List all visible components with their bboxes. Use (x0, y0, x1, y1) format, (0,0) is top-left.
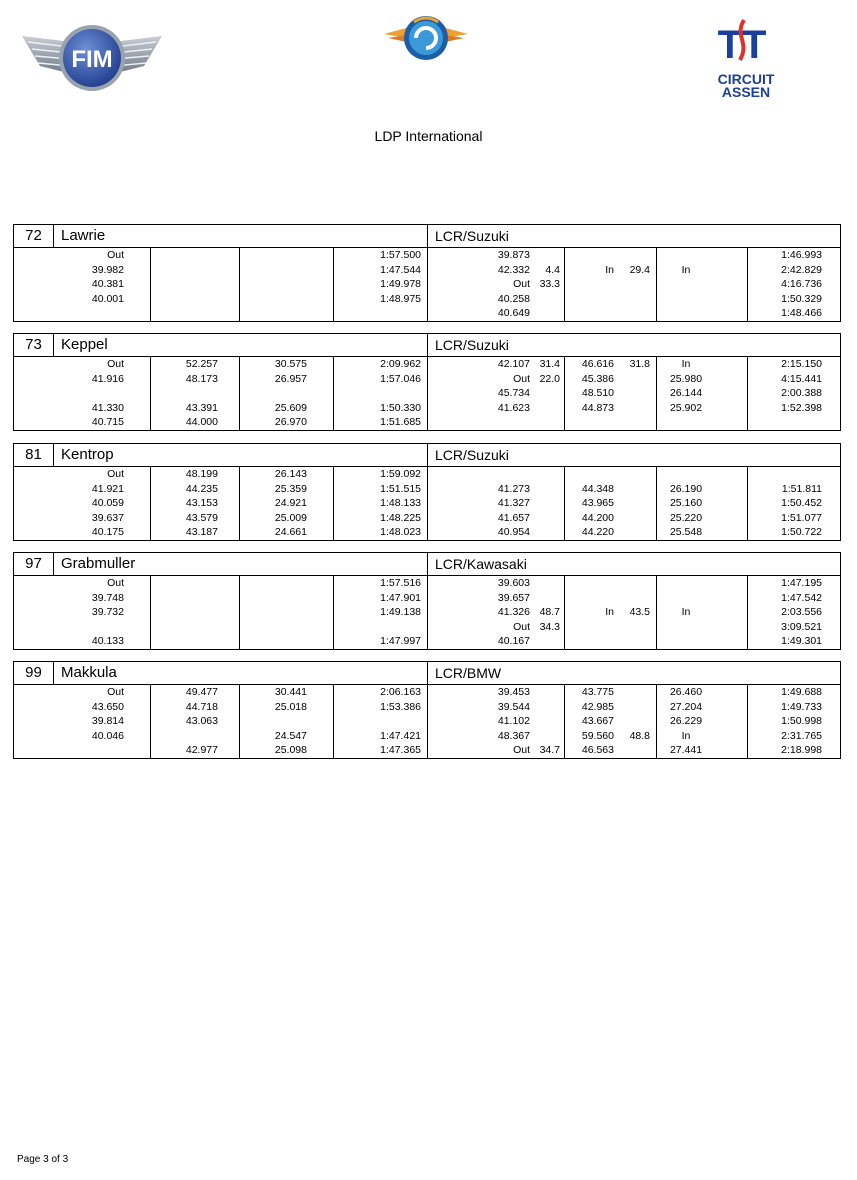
rider-block (13, 224, 841, 322)
lap-cell: 41.273 (497, 482, 530, 495)
lap-cell: 1:49.978 (380, 278, 421, 291)
lap-cell: 24.547 (274, 729, 307, 742)
lap-cell: 40.167 (497, 635, 530, 648)
rider-number: 81 (14, 444, 54, 466)
lap-cell: 33.3 (539, 278, 560, 291)
lap-cell: 48.173 (185, 372, 218, 385)
lap-times-table (14, 357, 840, 430)
lap-cell: Out (107, 468, 124, 480)
lap-cell: 1:48.023 (380, 526, 421, 539)
lap-cell: 44.718 (185, 700, 218, 713)
lap-cell: Out (107, 358, 124, 370)
lap-cell: 39.748 (91, 591, 124, 604)
lap-cell: 26.970 (274, 416, 307, 429)
lap-cell: 40.649 (497, 307, 530, 320)
lap-cell: 1:49.138 (380, 606, 421, 619)
lap-cell: 26.190 (669, 482, 703, 495)
table-row (14, 263, 840, 278)
rider-name: Makkula (61, 664, 117, 681)
table-row (14, 292, 840, 307)
table-row (14, 729, 840, 744)
rider-header (14, 662, 840, 685)
lap-cell: Out (513, 278, 530, 291)
lap-cell: 1:48.225 (380, 511, 421, 524)
lap-cell: 26.957 (274, 372, 307, 385)
table-row (14, 467, 840, 482)
lap-cell: 1:47.421 (380, 729, 421, 742)
rider-number: 73 (14, 334, 54, 356)
lap-cell: 1:57.500 (380, 249, 421, 261)
lap-cell: 2:06.163 (380, 686, 421, 698)
lap-cell: Out (513, 744, 530, 757)
lap-cell: 31.8 (629, 358, 650, 370)
lap-cell: 46.563 (581, 744, 614, 757)
lap-cell: 43.650 (91, 700, 124, 713)
table-row (14, 700, 840, 715)
table-row (14, 634, 840, 649)
lap-cell: 41.326 (497, 606, 530, 619)
lap-cell: 40.954 (497, 526, 530, 539)
lap-cell: In (681, 358, 691, 370)
lap-cell: 44.348 (581, 482, 614, 495)
table-row (14, 357, 840, 372)
lap-cell: 40.715 (91, 416, 124, 429)
rider-header (14, 334, 840, 357)
lap-cell: 48.8 (629, 729, 650, 742)
lap-cell: 34.7 (539, 744, 560, 757)
lap-cell: 42.985 (581, 700, 614, 713)
lap-cell: In (681, 729, 691, 742)
lap-cell: 1:48.133 (380, 497, 421, 510)
lap-times-table (14, 576, 840, 649)
rider-number: 72 (14, 225, 54, 247)
lap-cell: 1:47.997 (380, 635, 421, 648)
lap-cell: 1:51.077 (781, 511, 822, 524)
rider-header (14, 553, 840, 576)
lap-cell: In (605, 606, 614, 619)
table-row (14, 386, 840, 401)
lap-cell: 41.657 (497, 511, 530, 524)
lap-cell: 1:50.722 (781, 526, 822, 539)
lap-cell: 43.153 (185, 497, 218, 510)
lap-cell: 42.977 (185, 744, 218, 757)
lap-cell: 44.200 (581, 511, 614, 524)
lap-cell: 30.575 (274, 358, 307, 370)
lap-cell: 25.009 (274, 511, 307, 524)
lap-cell: 44.235 (185, 482, 218, 495)
table-row (14, 685, 840, 700)
svg-text:ASSEN: ASSEN (721, 84, 771, 100)
table-row (14, 591, 840, 606)
lap-cell: 48.367 (497, 729, 530, 742)
lap-cell: 25.220 (669, 511, 703, 524)
lap-cell: 1:47.542 (781, 591, 822, 604)
svg-text:CIRCUIT: CIRCUIT (717, 71, 775, 87)
lap-cell: 46.616 (581, 358, 614, 370)
lap-cell: 27.441 (669, 744, 703, 757)
lap-cell: 45.734 (497, 387, 530, 400)
rider-block (13, 333, 841, 431)
lap-cell: In (605, 263, 614, 276)
lap-cell: In (681, 606, 691, 619)
lap-cell: 24.661 (274, 526, 307, 539)
lap-cell: 1:47.544 (380, 263, 421, 276)
rider-name: Kentrop (61, 446, 114, 463)
lap-cell: 1:47.195 (781, 577, 822, 589)
lap-cell: 39.814 (91, 715, 124, 728)
lap-cell: 39.637 (91, 511, 124, 524)
lap-cell: 29.4 (629, 263, 650, 276)
table-row (14, 248, 840, 263)
lap-cell: 43.391 (185, 401, 218, 414)
table-row (14, 372, 840, 387)
table-row (14, 605, 840, 620)
table-row (14, 415, 840, 430)
lap-cell: 4:15.441 (781, 372, 822, 385)
table-row (14, 620, 840, 635)
lap-cell: 1:48.975 (380, 292, 421, 305)
lap-cell: Out (513, 620, 530, 633)
table-row (14, 496, 840, 511)
table-row (14, 576, 840, 591)
lap-cell: 41.102 (497, 715, 530, 728)
lap-cell: 43.667 (581, 715, 614, 728)
lap-cell: 39.873 (497, 249, 530, 261)
lap-cell: 1:59.092 (380, 468, 421, 480)
lap-cell: 1:57.046 (380, 372, 421, 385)
lap-cell: 48.510 (581, 387, 614, 400)
lap-cell: 40.059 (91, 497, 124, 510)
lap-times-table (14, 467, 840, 540)
lap-cell: 1:50.330 (380, 401, 421, 414)
lap-cell: 40.175 (91, 526, 124, 539)
lap-cell: 24.921 (274, 497, 307, 510)
lap-cell: 45.386 (581, 372, 614, 385)
rider-team: LCR/Suzuki (435, 337, 509, 353)
lap-cell: 2:15.150 (781, 358, 822, 370)
rider-name: Lawrie (61, 227, 106, 244)
lap-cell: 41.327 (497, 497, 530, 510)
lap-cell: 26.460 (669, 686, 703, 698)
lap-cell: 4.4 (545, 263, 560, 276)
lap-cell: 2:03.556 (781, 606, 822, 619)
lap-cell: 25.018 (274, 700, 307, 713)
svg-text:TT: TT (717, 23, 767, 67)
lap-cell: 22.0 (539, 372, 560, 385)
lap-cell: 48.199 (185, 468, 218, 480)
lap-cell: 39.453 (497, 686, 530, 698)
lap-cell: 4:16.736 (781, 278, 822, 291)
lap-cell: In (681, 263, 691, 276)
lap-cell: 41.921 (91, 482, 124, 495)
lap-cell: 25.902 (669, 401, 703, 414)
table-row (14, 277, 840, 292)
lap-cell: 41.916 (91, 372, 124, 385)
lap-cell: 49.477 (185, 686, 218, 698)
lap-cell: 59.560 (581, 729, 614, 742)
lap-cell: 2:09.962 (380, 358, 421, 370)
lap-cell: 25.609 (274, 401, 307, 414)
rider-team: LCR/Suzuki (435, 447, 509, 463)
lap-cell: 1:50.998 (781, 715, 822, 728)
lap-cell: Out (107, 686, 124, 698)
lap-cell: 44.220 (581, 526, 614, 539)
lap-cell: 27.204 (669, 700, 703, 713)
rider-team: LCR/Suzuki (435, 228, 509, 244)
lap-cell: 1:49.688 (781, 686, 822, 698)
lap-cell: 43.063 (185, 715, 218, 728)
lap-cell: 26.143 (274, 468, 307, 480)
table-row (14, 306, 840, 321)
page-number: Page 3 of 3 (17, 1154, 69, 1165)
lap-cell: 43.579 (185, 511, 218, 524)
lap-cell: 1:53.386 (380, 700, 421, 713)
lap-cell: 39.603 (497, 577, 530, 589)
lap-cell: 2:18.998 (781, 744, 822, 757)
lap-cell: 39.657 (497, 591, 530, 604)
lap-cell: 2:00.388 (781, 387, 822, 400)
table-row (14, 714, 840, 729)
lap-cell: 1:47.365 (380, 744, 421, 757)
lap-cell: 42.332 (497, 263, 530, 276)
rider-block (13, 661, 841, 759)
lap-cell: 39.732 (91, 606, 124, 619)
lap-cell: 2:42.829 (781, 263, 822, 276)
rider-header (14, 444, 840, 467)
lap-cell: 43.187 (185, 526, 218, 539)
lap-cell: 43.775 (581, 686, 614, 698)
lap-cell: 1:51.515 (380, 482, 421, 495)
table-row (14, 525, 840, 540)
lap-cell: 40.381 (91, 278, 124, 291)
lap-cell: 48.7 (539, 606, 560, 619)
lap-cell: 2:31.765 (781, 729, 822, 742)
lap-cell: 1:50.452 (781, 497, 822, 510)
rider-number: 97 (14, 553, 54, 575)
lap-cell: 30.441 (274, 686, 307, 698)
lap-cell: 1:48.466 (781, 307, 822, 320)
table-row (14, 511, 840, 526)
lap-cell: 1:49.301 (781, 635, 822, 648)
lap-cell: 25.359 (274, 482, 307, 495)
lap-times-table (14, 685, 840, 758)
lap-cell: 25.548 (669, 526, 703, 539)
lap-cell: 26.144 (669, 387, 703, 400)
lap-cell: 39.982 (91, 263, 124, 276)
rider-name: Keppel (61, 336, 108, 353)
rider-number: 99 (14, 662, 54, 684)
lap-cell: 1:49.733 (781, 700, 822, 713)
lap-times-table (14, 248, 840, 321)
lap-cell: 40.258 (497, 292, 530, 305)
rider-name: Grabmuller (61, 555, 136, 572)
table-row (14, 401, 840, 416)
lap-cell: 1:51.685 (380, 416, 421, 429)
lap-cell: 39.544 (497, 700, 530, 713)
lap-cell: Out (513, 372, 530, 385)
racing-club-logo (384, 12, 468, 66)
svg-text:FIM: FIM (71, 46, 113, 73)
rider-block (13, 552, 841, 650)
lap-cell: 42.107 (497, 358, 530, 370)
lap-cell: 44.000 (185, 416, 218, 429)
lap-cell: 34.3 (539, 620, 560, 633)
lap-cell: 41.623 (497, 401, 530, 414)
lap-cell: 40.046 (91, 729, 124, 742)
lap-cell: 1:52.398 (781, 401, 822, 414)
lap-cell: 25.160 (669, 497, 703, 510)
rider-header (14, 225, 840, 248)
lap-cell: 43.965 (581, 497, 614, 510)
lap-cell: 3:09.521 (781, 620, 822, 633)
lap-cell: 1:57.516 (380, 577, 421, 589)
lap-cell: 52.257 (185, 358, 218, 370)
circuit-assen-logo (704, 16, 788, 100)
lap-cell: 44.873 (581, 401, 614, 414)
lap-cell: 1:51.811 (781, 482, 822, 495)
page-title: LDP International (374, 128, 483, 144)
lap-cell: Out (107, 577, 124, 589)
lap-cell: 25.980 (669, 372, 703, 385)
lap-cell: Out (107, 249, 124, 261)
lap-cell: 40.001 (91, 292, 124, 305)
lap-cell: 1:50.329 (781, 292, 822, 305)
table-row (14, 482, 840, 497)
rider-team: LCR/BMW (435, 665, 502, 681)
lap-cell: 1:46.993 (781, 249, 822, 261)
lap-cell: 1:47.901 (380, 591, 421, 604)
lap-cell: 41.330 (91, 401, 124, 414)
lap-cell: 25.098 (274, 744, 307, 757)
rider-block (13, 443, 841, 541)
lap-cell: 31.4 (539, 358, 560, 370)
lap-cell: 40.133 (91, 635, 124, 648)
lap-cell: 26.229 (669, 715, 703, 728)
fim-logo (22, 22, 162, 94)
rider-team: LCR/Kawasaki (435, 556, 527, 572)
table-row (14, 743, 840, 758)
lap-cell: 43.5 (629, 606, 650, 619)
